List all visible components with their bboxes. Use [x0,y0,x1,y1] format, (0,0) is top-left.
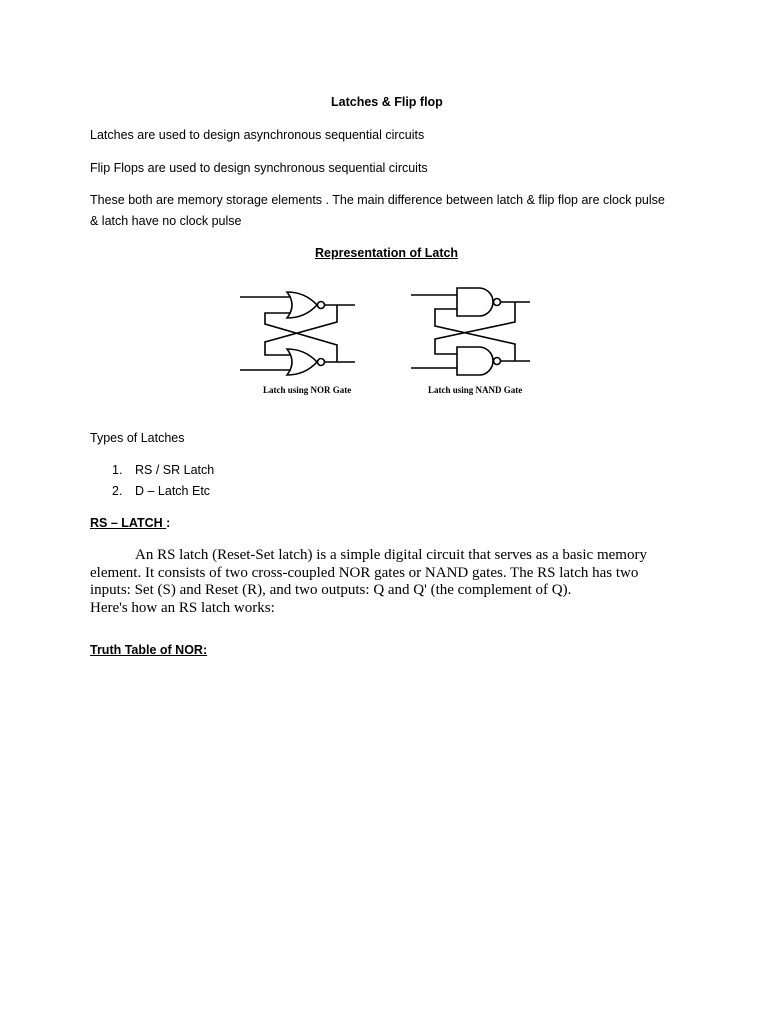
nor-caption: Latch using NOR Gate [263,385,352,395]
paragraph-line: Here's how an RS latch works: [90,599,275,616]
difference-text-line2: & latch have no clock pulse [90,214,242,228]
truth-table-heading: Truth Table of NOR: [90,643,208,657]
latch-diagram-figure [225,272,545,400]
nand-gate-top [457,288,493,316]
nand-bubble-top [494,299,501,306]
nand-caption: Latch using NAND Gate [428,385,523,395]
latch-definition: Latches are used to design asynchronous sequential circuits [90,128,425,142]
nor-gate-top [287,292,317,318]
nand-gate-bottom [457,347,493,375]
paragraph-line: inputs: Set (S) and Reset (R), and two outputs: Q and Q' (the complement of Q). [90,582,572,598]
nor-bubble-top [318,302,325,309]
list-item-number: 2. [112,484,123,498]
nor-gate-bottom [287,349,317,375]
nand-latch-diagram [411,288,530,375]
rs-latch-paragraph [90,547,690,617]
rs-latch-heading-label: RS – LATCH [90,516,167,530]
list-item: RS / SR Latch [135,463,215,477]
nor-latch-diagram [240,292,355,375]
paragraph-line: An RS latch (Reset-Set latch) is a simple digital circuit that serves as a basic memory [135,547,647,563]
flipflop-definition: Flip Flops are used to design synchronous sequential circuits [90,161,428,175]
nor-bubble-bottom [318,359,325,366]
representation-heading: Representation of Latch [315,246,459,260]
list-item: D – Latch Etc [135,484,211,498]
rs-latch-heading [90,513,170,533]
difference-text-line1: These both are memory storage elements . The main difference between latch & flip flop are clock pulse [90,193,665,207]
paragraph-line: element. It consists of two cross-coupled NOR gates or NAND gates. The RS latch has two [90,564,639,581]
nand-bubble-bottom [494,358,501,365]
rs-latch-heading-colon: : [166,516,171,530]
types-heading: Types of Latches [90,431,185,445]
document-title: Latches & Flip flop [331,95,443,109]
list-item-number: 1. [112,463,123,477]
